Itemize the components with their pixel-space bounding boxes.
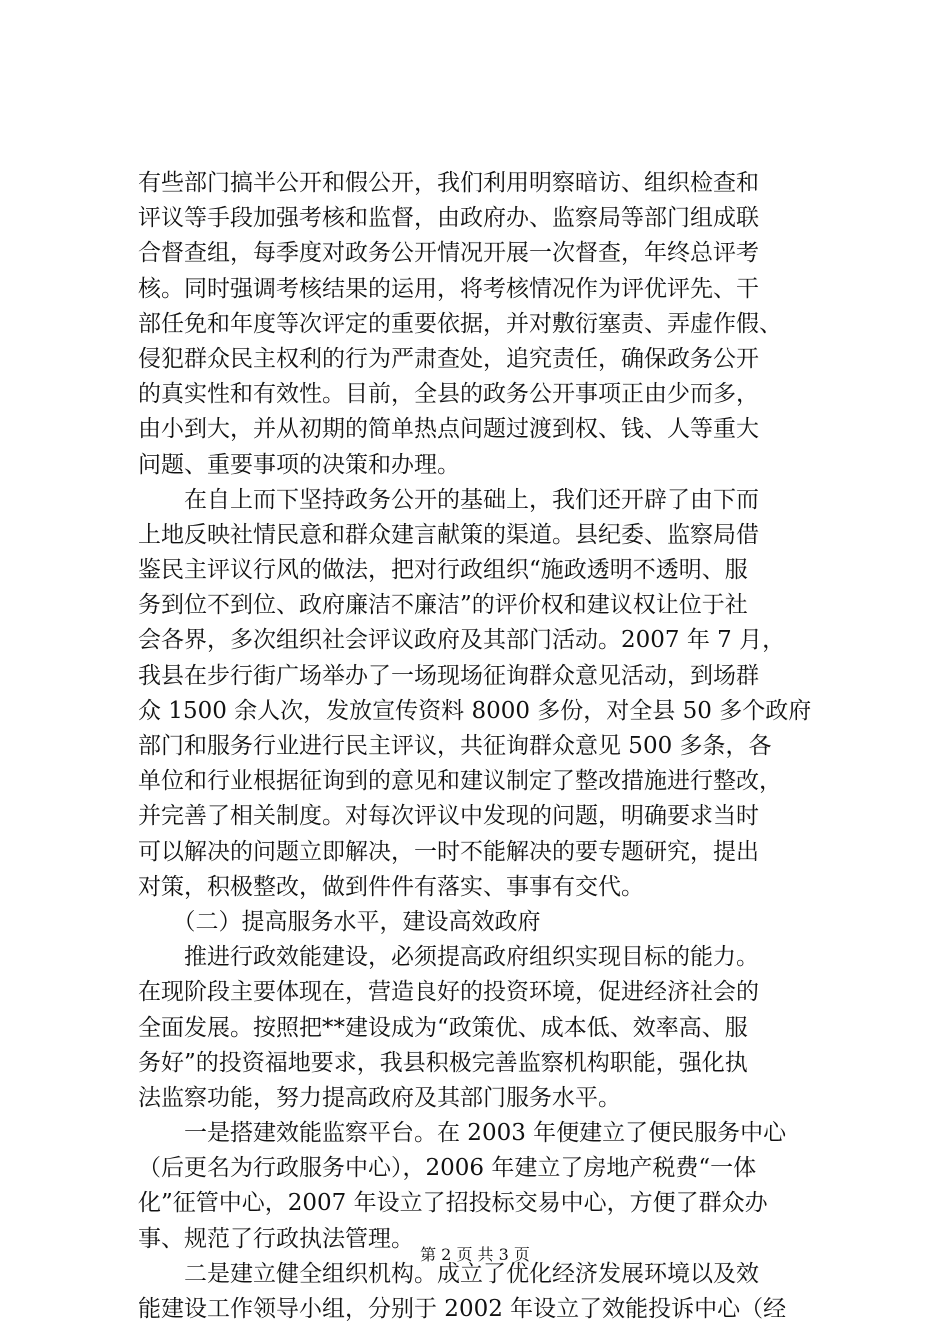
text-line: 单位和行业根据征询到的意见和建议制定了整改措施进行整改， [138,768,782,795]
text-line: 推进行政效能建设，必须提高政府组织实现目标的能力。 [138,944,759,971]
text-line: 侵犯群众民主权利的行为严肃查处，追究责任，确保政务公开 [138,345,759,372]
text-line: 能建设工作领导小组，分别于 2002 年设立了效能投诉中心（经 [138,1296,787,1322]
text-line: 并完善了相关制度。对每次评议中发现的问题，明确要求当时 [138,803,759,830]
text-line: 我县在步行街广场举办了一场现场征询群众意见活动，到场群 [138,662,759,689]
text-line: 部任免和年度等次评定的重要依据，并对敷衍塞责、弄虚作假、 [138,310,782,337]
text-line: 上地反映社情民意和群众建言献策的渠道。县纪委、监察局借 [138,521,759,548]
text-line: 事、规范了行政执法管理。 [138,1225,414,1252]
text-line: （后更名为行政服务中心），2006 年建立了房地产税费“一体 [138,1155,757,1182]
text-line: 问题、重要事项的决策和办理。 [138,451,460,478]
text-line: 鉴民主评议行风的做法，把对行政组织“施政透明不透明、服 [138,557,748,584]
text-line: 合督查组，每季度对政务公开情况开展一次督查，年终总评考 [138,240,759,267]
text-line: 对策，积极整改，做到件件有落实、事事有交代。 [138,873,644,900]
text-line: 可以解决的问题立即解决，一时不能解决的要专题研究，提出 [138,838,759,865]
text-line: 务到位不到位、政府廉洁不廉洁”的评价权和建议权让位于社 [138,592,748,619]
text-line: 一是搭建效能监察平台。在 2003 年便建立了便民服务中心 [138,1120,787,1147]
text-line: 有些部门搞半公开和假公开，我们利用明察暗访、组织检查和 [138,170,759,196]
text-line: 众 1500 余人次，发放宣传资料 8000 多份，对全县 50 多个政府 [138,697,812,724]
text-line: 的真实性和有效性。目前，全县的政务公开事项正由少而多， [138,381,759,408]
text-line: 由小到大，并从初期的简单热点问题过渡到权、钱、人等重大 [138,416,759,443]
text-line: 法监察功能，努力提高政府及其部门服务水平。 [138,1084,621,1111]
text-line: （二）提高服务水平，建设高效政府 [138,908,541,935]
body-text [138,166,843,1327]
text-line: 评议等手段加强考核和监督，由政府办、监察局等部门组成联 [138,205,759,232]
text-line: 核。同时强调考核结果的运用，将考核情况作为评优评先、干 [138,275,759,302]
text-line: 在现阶段主要体现在，营造良好的投资环境，促进经济社会的 [138,979,759,1006]
text-line: 在自上而下坚持政务公开的基础上，我们还开辟了由下而 [138,486,759,513]
text-line: 务好”的投资福地要求，我县积极完善监察机构职能，强化执 [138,1049,748,1076]
text-line: 化”征管中心，2007 年设立了招投标交易中心，方便了群众办 [138,1190,768,1217]
text-line: 会各界，多次组织社会评议政府及其部门活动。2007 年 7 月， [138,627,786,654]
page-footer: 第 2 页 共 3 页 [420,1245,530,1264]
text-line: 二是建立健全组织机构。成立了优化经济发展环境以及效 [138,1260,759,1287]
text-line: 全面发展。按照把**建设成为“政策优、成本低、效率高、服 [138,1014,748,1041]
text-line: 部门和服务行业进行民主评议，共征询群众意见 500 多条，各 [138,733,772,759]
